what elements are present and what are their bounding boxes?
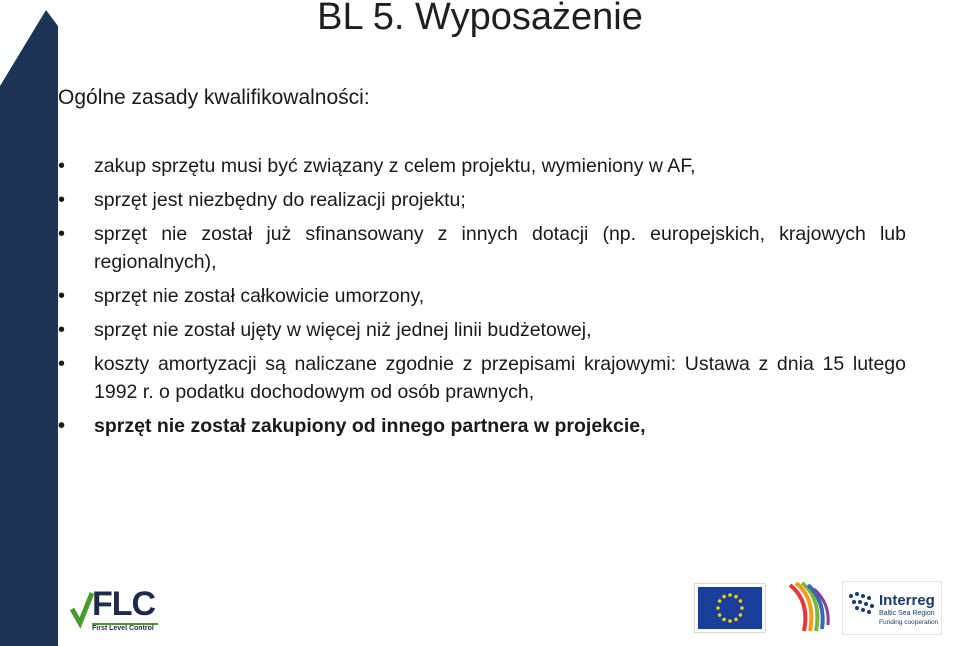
checkmark-icon — [70, 589, 94, 629]
logo-footer — [58, 571, 960, 646]
bullet-item: • sprzęt nie został całkowicie umorzony, — [58, 282, 906, 310]
interreg-logo-line2: Funding cooperation — [879, 619, 939, 626]
interreg-dots-icon — [845, 588, 879, 628]
flc-logo-name: FLC — [92, 585, 156, 623]
eu-flag-icon — [695, 584, 765, 632]
bullet-list — [58, 152, 906, 446]
flc-logo-subtitle: First Level Control — [92, 625, 154, 632]
bullet-item: • sprzęt nie został już sfinansowany z innych dotacji (np. europejskich, krajowych lub regionalnych), — [58, 220, 906, 276]
eu-flag-logo — [694, 583, 766, 633]
ribbon-icon — [782, 581, 832, 635]
slide-subtitle: Ogólne zasady kwalifikowalności: — [58, 86, 370, 109]
interreg-logo-name: Interreg — [879, 592, 935, 609]
ribbon-logo — [782, 581, 832, 635]
bullet-item: • sprzęt nie został ujęty w więcej niż jednej linii budżetowej, — [58, 316, 906, 344]
interreg-logo-line1: Baltic Sea Region — [879, 610, 935, 617]
flc-logo — [70, 587, 164, 635]
bullet-item: • zakup sprzętu musi być związany z celem projektu, wymieniony w AF, — [58, 152, 906, 180]
bullet-item-bold: • sprzęt nie został zakupiony od innego partnera w projekcie, — [58, 412, 906, 440]
bullet-item: • sprzęt jest niezbędny do realizacji projektu; — [58, 186, 906, 214]
interreg-logo — [842, 581, 942, 635]
slide-title: BL 5. Wyposażenie — [317, 0, 643, 38]
bullet-item: • koszty amortyzacji są naliczane zgodnie z przepisami krajowymi: Ustawa z dnia 15 lutego 1992 r. o podatku dochodowym od osób prawnych, — [58, 350, 906, 406]
